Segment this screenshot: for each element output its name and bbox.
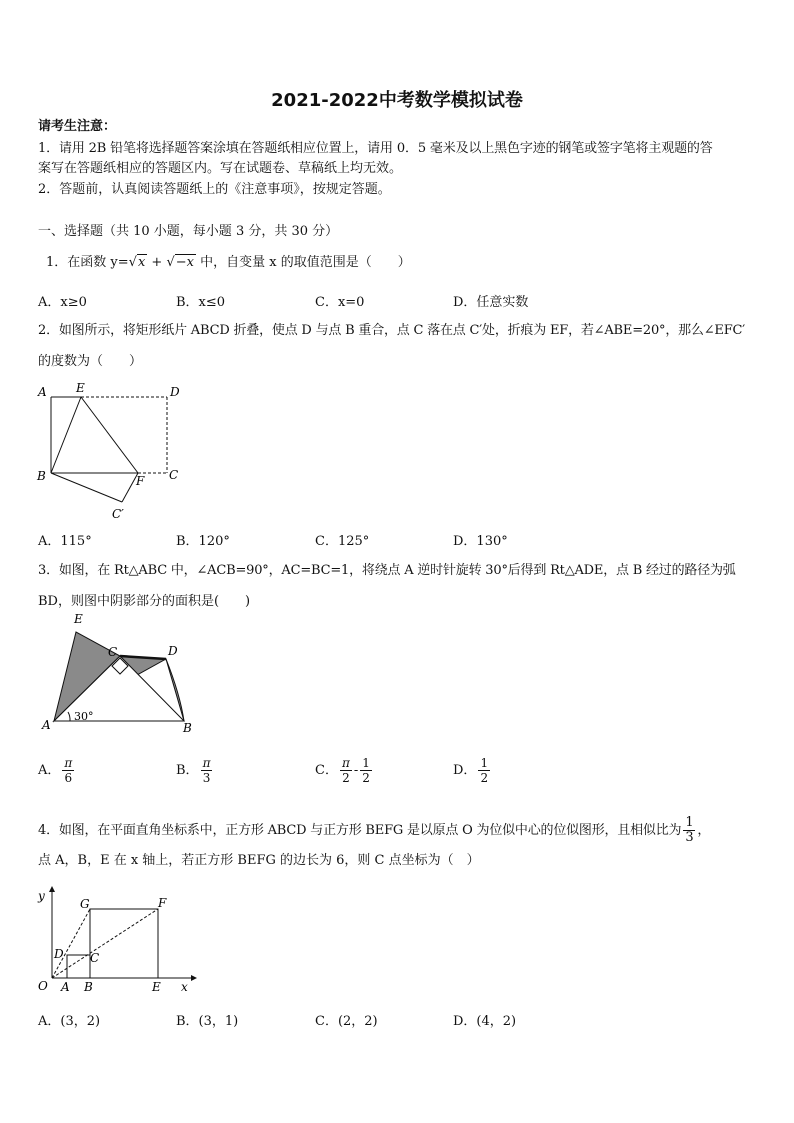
q2-line-2: 的度数为（ ） [38,354,143,369]
q1-prefix: 1．在函数 y= [46,255,129,270]
question-1 [46,254,411,272]
q4-label-c: C [90,951,100,965]
q4-label-e: E [152,980,161,994]
q4-option-b[interactable]: B．(3，1) [176,1014,239,1029]
page-title: 2021-2022中考数学模拟试卷 [271,90,523,111]
q1-radical-1: √x [128,255,146,270]
q2-label-d: D [170,385,180,399]
q4-label-a: A [61,980,70,994]
q4-label-x: x [181,980,188,994]
q1-option-c[interactable]: C．x=0 [315,295,365,310]
q4-label-d: D [54,947,64,961]
notice-line-1b: 案写在答题纸相应的答题区内。写在试题卷、草稿纸上均无效。 [38,161,403,176]
q4-label-o: O [38,979,48,993]
section-heading: 一、选择题（共 10 小题，每小题 3 分，共 30 分） [38,224,339,239]
q3-label-a: A [42,718,51,732]
q1-plus: + [151,255,163,270]
q3-label-d: D [168,644,178,658]
q3-label-e: E [74,614,83,626]
notice-line-1a: 1．请用 2B 铅笔将选择题答案涂填在答题纸相应位置上，请用 0．5 毫米及以上黑色字迹的钢笔或签字笔将主观题的答 [38,141,713,156]
q4-line-1: 4．如图，在平面直角坐标系中，正方形 ABCD 与正方形 BEFG 是以原点 O 为位似中心的位似图形，且相似比为 $\frac{1}{3}$ ， [38,815,711,845]
notice-heading: 请考生注意： [38,119,117,134]
q1-option-a[interactable]: A．x≥0 [38,295,87,310]
q3-figure [36,614,206,739]
q3-line-2: BD，则图中阴影部分的面积是( ) [38,594,251,609]
q2-label-c: C [169,468,179,482]
q2-option-c[interactable]: C．125° [315,534,370,549]
q4-label-b: B [84,980,93,994]
q3-option-b[interactable]: B． $\frac{\pi}{3}$ [176,756,211,785]
q3-angle-label: 30° [74,710,94,723]
q2-option-a[interactable]: A．115° [38,534,92,549]
q2-label-c-prime: C′ [112,507,124,521]
q2-label-a: A [38,385,47,399]
q4-figure [28,884,203,999]
q3-option-a[interactable]: A． $\frac{\pi}{6}$ [38,756,73,785]
q2-option-b[interactable]: B．120° [176,534,230,549]
q4-label-y: y [38,889,45,903]
q2-label-f: F [136,474,145,488]
q3-label-b: B [183,721,192,735]
q4-line-2: 点 A，B，E 在 x 轴上，若正方形 BEFG 的边长为 6，则 C 点坐标为（ ） [38,853,480,868]
q3-option-c[interactable]: C． $\frac{\pi}{2}$ - $\frac{1}{2}$ [315,756,370,785]
q3-option-d[interactable]: D． $\frac{1}{2}$ [453,756,489,785]
q2-label-e: E [76,381,85,395]
q2-figure [30,378,190,523]
q2-line-1: 2．如图所示，将矩形纸片 ABCD 折叠，使点 D 与点 B 重合，点 C 落在点 C′处，折痕为 EF，若∠ABE=20°，那么∠EFC′ [38,323,746,338]
q3-line-1: 3．如图，在 Rt△ABC 中，∠ACB=90°，AC=BC=1，将绕点 A 逆时针旋转 30°后得到 Rt△ADE，点 B 经过的路径为弧 [38,563,736,578]
q4-label-f: F [158,896,167,910]
q4-option-d[interactable]: D．(4，2) [453,1014,517,1029]
q1-option-b[interactable]: B．x≤0 [176,295,226,310]
q2-option-d[interactable]: D．130° [453,534,508,549]
q4-option-a[interactable]: A．(3，2) [38,1014,101,1029]
q1-radical-2: √−x [166,255,194,270]
q1-option-d[interactable]: D．任意实数 [453,295,529,310]
q1-suffix: 中，自变量 x 的取值范围是（ ） [200,255,411,270]
q4-label-g: G [80,897,90,911]
q3-label-c: C [108,645,118,659]
notice-line-2: 2．答题前，认真阅读答题纸上的《注意事项》，按规定答题。 [38,182,391,197]
q2-label-b: B [37,469,46,483]
q4-option-c[interactable]: C．(2，2) [315,1014,378,1029]
